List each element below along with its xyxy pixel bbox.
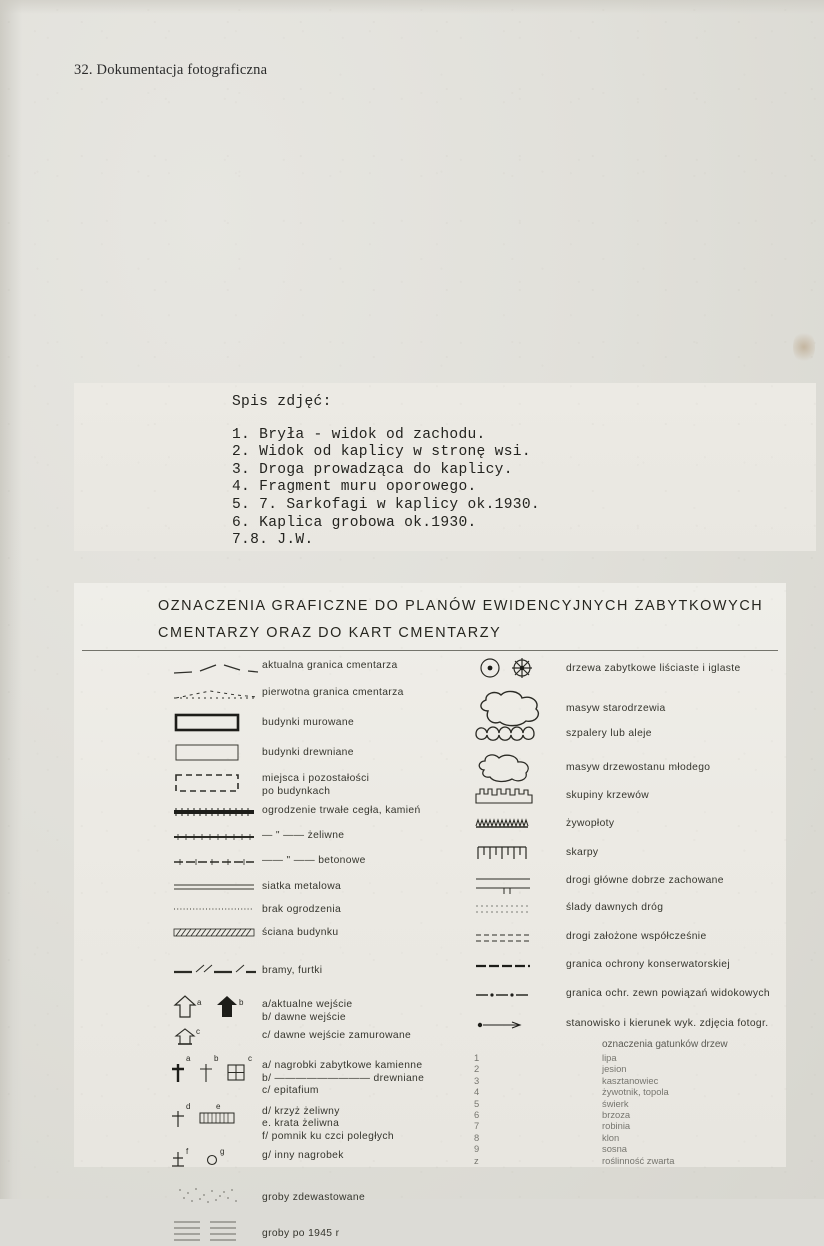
species-number: 7 — [474, 1120, 480, 1132]
road-good-icon — [474, 873, 566, 895]
legend-row — [474, 873, 784, 895]
legend-row — [474, 901, 784, 923]
legend-label: —— " —— betonowe — [262, 855, 366, 866]
arrows-entrance-icon — [170, 993, 262, 1015]
species-name: klon — [602, 1131, 620, 1143]
dotted-line-icon — [170, 904, 262, 926]
road-modern-icon — [474, 930, 566, 952]
gate-marks-icon — [170, 961, 262, 983]
species-row — [474, 1086, 728, 1097]
legend-label-line3: f/ pomnik ku czci poległych — [262, 1130, 394, 1142]
cloud-chain-icon — [474, 722, 566, 744]
species-row — [474, 1155, 728, 1166]
legend-label: skupiny krzewów — [566, 790, 650, 801]
legend-row — [474, 959, 784, 981]
species-row — [474, 1120, 728, 1131]
species-number: 4 — [474, 1086, 480, 1098]
legend-row — [170, 1052, 470, 1098]
species-row — [474, 1132, 728, 1143]
paper-stain — [793, 330, 815, 364]
species-row — [474, 1052, 728, 1063]
species-row — [474, 1098, 728, 1109]
thin-rectangle-icon — [170, 741, 262, 763]
conservation-border-icon — [474, 959, 566, 981]
legend-label-line2: b/ dawne wejście — [262, 1011, 347, 1023]
legend-row — [170, 771, 470, 798]
species-name: jesion — [602, 1063, 627, 1075]
legend-row — [170, 741, 470, 763]
legend-row — [474, 784, 784, 806]
legend-label: drogi założone współcześnie — [566, 931, 707, 942]
legend-row — [170, 961, 470, 983]
legend-row — [474, 752, 784, 775]
photo-list-item: 7.8. J.W. — [232, 532, 314, 549]
species-number: 9 — [474, 1143, 480, 1155]
photo-list-title: Spis zdjęć: — [232, 394, 332, 410]
photo-list-item: 2. Widok od kaplicy w stronę wsi. — [232, 444, 531, 461]
legend-label-line3: c/ epitafium — [262, 1085, 319, 1096]
legend-title — [158, 593, 778, 647]
legend-label: skarpy — [566, 847, 599, 858]
legend-label: brak ogrodzenia — [262, 904, 342, 915]
view-protection-border-icon — [474, 988, 566, 1010]
legend-label: ściana budynku — [262, 927, 339, 938]
legend-label: g/ inny nagrobek — [262, 1150, 344, 1161]
species-name: robinia — [602, 1120, 631, 1132]
shrub-cluster-icon — [474, 784, 566, 806]
legend-row — [474, 930, 784, 952]
legend-label: granica ochrony konserwatorskiej — [566, 959, 731, 970]
legend-label: drzewa zabytkowe liściaste i iglaste — [566, 663, 741, 674]
species-number: z — [474, 1154, 479, 1166]
species-name: roślinność zwarta — [602, 1154, 675, 1166]
legend-left-column — [170, 657, 470, 1246]
legend-row — [170, 1218, 470, 1241]
legend-row — [170, 904, 470, 926]
legend-label — [262, 1100, 394, 1144]
legend-label: szpalery lub aleje — [566, 727, 652, 739]
legend-label: groby zdewastowane — [262, 1192, 366, 1203]
legend-row — [474, 843, 784, 865]
legend-label-line1: miejsca i pozostałości — [262, 773, 370, 784]
species-name: brzoza — [602, 1109, 631, 1121]
dash-dot-band-icon — [170, 855, 262, 877]
legend-label: drogi główne dobrze zachowane — [566, 875, 724, 886]
post-1945-graves-icon — [170, 1218, 262, 1240]
diagonal-hatch-band-icon — [170, 927, 262, 949]
page-left-edge-shadow — [0, 0, 22, 1199]
species-row — [474, 1109, 728, 1120]
species-row — [474, 1143, 728, 1154]
legend-label: siatka metalowa — [262, 881, 342, 892]
legend-row — [170, 657, 470, 679]
legend-title-line1: OZNACZENIA GRAFICZNE DO PLANÓW EWIDENCYJNYCH ZABYTKOWYCH — [158, 598, 764, 614]
species-number: 8 — [474, 1131, 480, 1143]
devastated-graves-icon — [170, 1184, 262, 1206]
dotted-arc-line-icon — [170, 684, 262, 706]
species-number: 2 — [474, 1063, 480, 1075]
species-number: 1 — [474, 1052, 480, 1063]
scarp-marks-icon — [474, 843, 566, 865]
photo-list — [232, 395, 540, 550]
legend-label: stanowisko i kierunek wyk. zdjęcia fotogr. — [566, 1018, 769, 1029]
photo-list-block — [74, 383, 816, 551]
thin-hatched-band-icon — [170, 830, 262, 852]
svg-text:f: f — [186, 1147, 189, 1156]
legend-label: masyw drzewostanu młodego — [566, 761, 711, 773]
legend-row — [170, 830, 470, 852]
svg-text:g: g — [220, 1147, 225, 1156]
legend-label-line1: d/ krzyż żeliwny — [262, 1105, 340, 1117]
legend-label: c/ dawne wejście zamurowane — [262, 1030, 412, 1041]
legend-sheet — [74, 583, 786, 1239]
svg-text:c: c — [196, 1027, 200, 1036]
photo-list-item: 1. Bryła - widok od zachodu. — [232, 426, 486, 443]
cloud-outline-icon — [474, 752, 566, 774]
species-name: sosna — [602, 1143, 628, 1155]
svg-text:a: a — [186, 1054, 191, 1063]
legend-title-line2: CMENTARZY ORAZ DO KART CMENTARZY — [158, 625, 502, 641]
photo-list-item: 4. Fragment muru oporowego. — [232, 479, 477, 496]
legend-label: — " —— żeliwne — [262, 830, 345, 841]
legend-row — [474, 657, 784, 679]
legend-label: granica ochr. zewn powiązań widokowych — [566, 988, 770, 999]
dashed-rectangle-icon — [170, 771, 262, 793]
legend-row — [170, 881, 470, 903]
arrow-blocked-icon — [170, 1026, 262, 1048]
photo-list-item: 5. 7. Sarkofagi w kaplicy ok.1930. — [232, 496, 540, 513]
legend-label — [262, 993, 352, 1024]
svg-text:c: c — [248, 1054, 252, 1063]
species-name: kasztanowiec — [602, 1074, 659, 1086]
legend-row — [170, 855, 470, 877]
legend-label: budynki drewniane — [262, 747, 354, 758]
svg-text:a: a — [197, 998, 202, 1007]
photo-list-item: 3. Droga prowadząca do kaplicy. — [232, 461, 513, 478]
legend-label-line2: po budynkach — [262, 785, 331, 797]
species-row — [474, 1063, 728, 1074]
legend-divider — [82, 650, 778, 651]
dashed-arc-line-icon — [170, 657, 262, 679]
hatched-thick-band-icon — [170, 805, 262, 827]
legend-label: ogrodzenie trwałe cegła, kamień — [262, 805, 421, 816]
species-name: świerk — [602, 1097, 629, 1109]
cross-symbols-icon — [170, 1100, 262, 1122]
species-row — [474, 1075, 728, 1086]
legend-label — [262, 771, 369, 798]
legend-row — [170, 711, 470, 733]
legend-label — [262, 1052, 424, 1098]
page-top-edge-shadow — [0, 0, 824, 14]
species-name: żywotnik, topola — [602, 1086, 669, 1098]
legend-row — [474, 814, 784, 836]
legend-label: żywopłoty — [566, 818, 615, 829]
species-number: 5 — [474, 1097, 480, 1109]
tombstone-symbols-icon — [170, 1052, 262, 1074]
double-thin-line-icon — [170, 881, 262, 903]
legend-row — [170, 1026, 470, 1048]
species-name: lipa — [602, 1052, 617, 1063]
legend-label-line1: a/aktualne wejście — [262, 999, 353, 1010]
legend-label: budynki murowane — [262, 717, 355, 728]
species-number: 6 — [474, 1109, 480, 1121]
legend-row — [170, 684, 470, 706]
monument-other-icon — [170, 1146, 262, 1168]
species-list — [474, 1039, 728, 1166]
solid-rectangle-icon — [170, 711, 262, 733]
legend-row — [170, 993, 470, 1024]
legend-row — [170, 1100, 470, 1144]
svg-text:d: d — [186, 1101, 191, 1111]
species-number: 3 — [474, 1074, 480, 1086]
legend-label: ślady dawnych dróg — [566, 902, 664, 913]
svg-text:e: e — [216, 1101, 221, 1111]
hedge-line-icon — [474, 814, 566, 836]
legend-right-column — [474, 657, 784, 1046]
legend-label: aktualna granica cmentarza — [262, 660, 398, 671]
legend-label: masyw starodrzewia — [566, 703, 666, 714]
photo-list-item: 6. Kaplica grobowa ok.1930. — [232, 514, 477, 531]
cloud-large-icon — [474, 689, 566, 711]
road-traces-icon — [474, 901, 566, 923]
legend-label-line1: a/ nagrobki zabytkowe kamienne — [262, 1060, 423, 1071]
legend-row — [170, 1184, 470, 1206]
legend-label: groby po 1945 r — [262, 1228, 340, 1239]
legend-row — [170, 1146, 470, 1168]
legend-label: bramy, furtki — [262, 965, 323, 976]
legend-row — [474, 722, 784, 744]
tree-circles-icon — [474, 657, 566, 679]
species-heading: oznaczenia gatunków drzew — [602, 1039, 728, 1050]
legend-row — [474, 689, 784, 716]
svg-text:b: b — [239, 998, 244, 1007]
legend-row — [170, 805, 470, 827]
legend-label-line2: e. krata żeliwna — [262, 1118, 340, 1129]
legend-row — [474, 1018, 784, 1040]
legend-row — [170, 927, 470, 949]
legend-label: pierwotna granica cmentarza — [262, 687, 404, 698]
legend-label-line2: b/ ————————— drewniane — [262, 1072, 425, 1084]
photo-point-icon — [474, 1018, 566, 1040]
svg-text:b: b — [214, 1054, 219, 1063]
page-header: 32. Dokumentacja fotograficzna — [74, 62, 268, 78]
legend-row — [474, 988, 784, 1010]
